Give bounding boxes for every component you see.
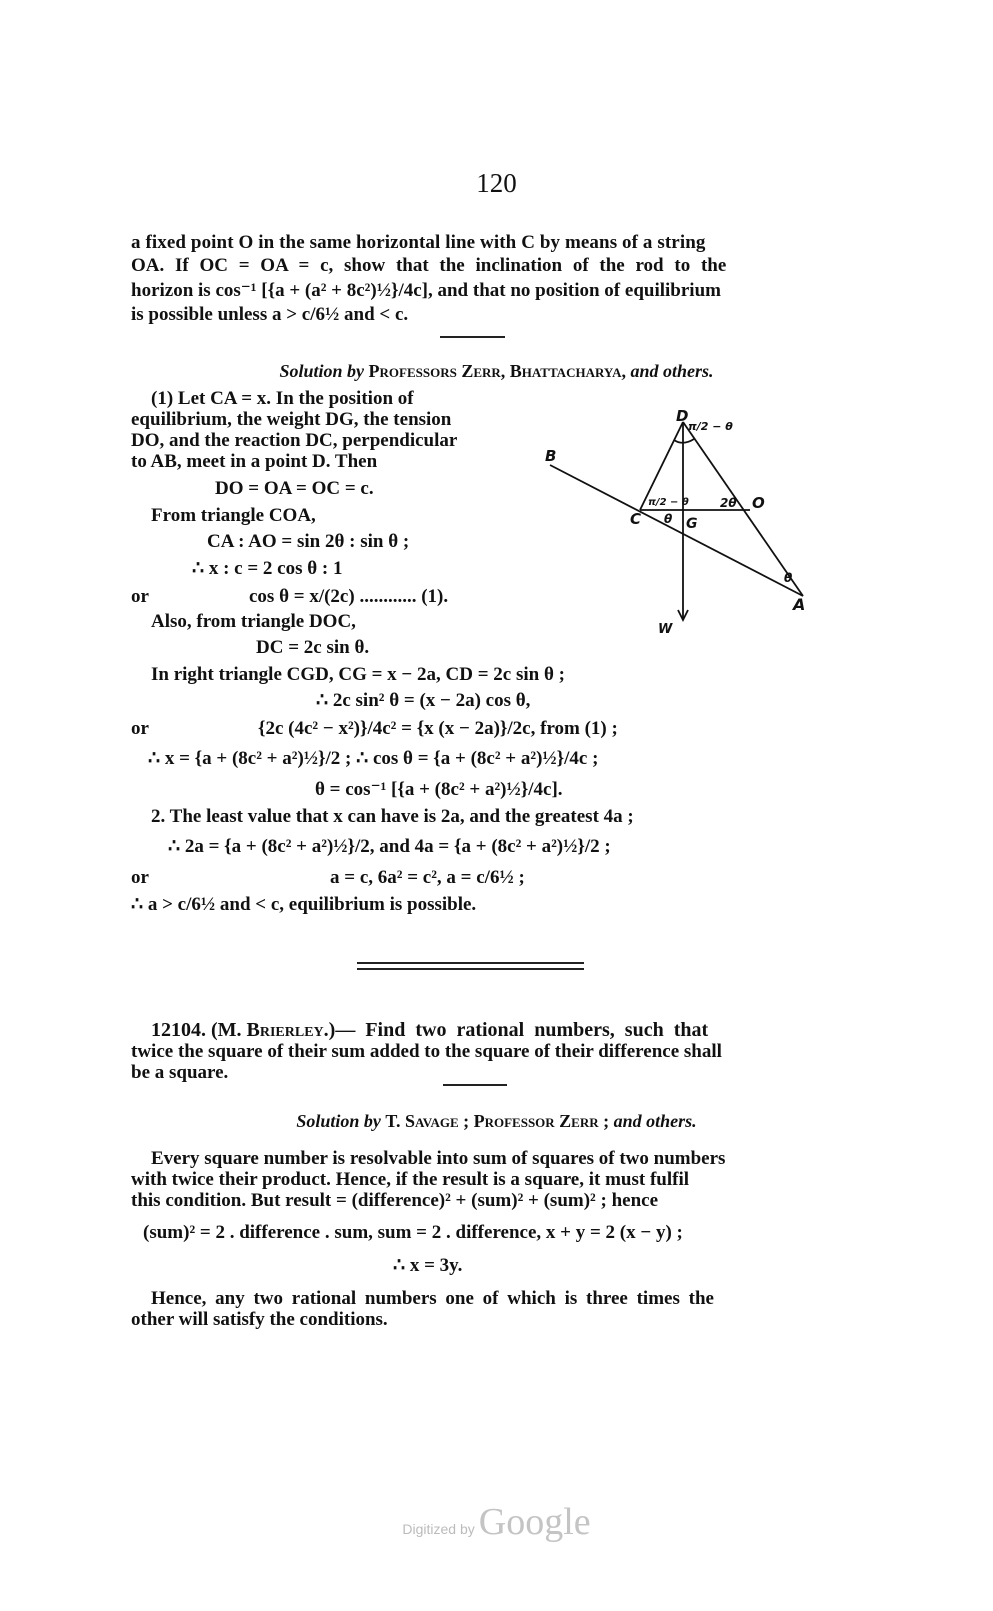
heading-suffix: and others.	[630, 361, 714, 381]
or-label-2: or	[131, 718, 149, 739]
sol-line-7: CA : AO = sin 2θ : sin θ ;	[207, 531, 410, 552]
intro-line-2: OA. If OC = OA = c, show that the inclination of the rod to the	[131, 255, 727, 276]
sol-line-5: DO = OA = OC = c.	[215, 478, 374, 499]
sol-line-4: to AB, meet in a point D. Then	[131, 451, 378, 472]
label-d: D	[676, 407, 689, 425]
page-number: 120	[476, 168, 517, 198]
sol-line-3: DO, and the reaction DC, perpendicular	[131, 430, 458, 451]
google-logo: Google	[478, 1501, 591, 1543]
conclusion-line: ∴ a > c/6½ and < c, equilibrium is possible.	[131, 894, 477, 915]
problem-author: (M. Brierley.)	[211, 1019, 336, 1041]
also-line: Also, from triangle DOC,	[151, 611, 356, 632]
label-c: C	[630, 510, 642, 528]
part2-line: 2. The least value that x can have is 2a, and the greatest 4a ;	[151, 806, 634, 827]
right-triangle-line: In right triangle CGD, CG = x − 2a, CD = 2c sin θ ;	[151, 664, 565, 685]
or-label-3: or	[131, 867, 149, 888]
sol-line-2: equilibrium, the weight DG, the tension	[131, 409, 452, 430]
label-b: B	[545, 447, 557, 465]
therefore-line: ∴ 2c sin² θ = (x − 2a) cos θ,	[316, 690, 531, 711]
line-doa	[683, 422, 803, 596]
para2-line-2: other will satisfy the conditions.	[131, 1309, 388, 1330]
label-angle-c: π/2 − θ	[648, 497, 689, 508]
problem-12104-line-1	[151, 1019, 708, 1041]
x-3y-equation: ∴ x = 3y.	[393, 1255, 463, 1276]
label-angle-o: 2θ	[720, 496, 737, 510]
watermark-prefix: Digitized by	[402, 1521, 475, 1537]
sol-line-1: (1) Let CA = x. In the position of	[151, 388, 414, 409]
geometry-diagram	[0, 0, 993, 650]
or-label-1: or	[131, 586, 149, 607]
heading-names: Professors Zerr, Bhattacharya,	[368, 361, 626, 381]
solution-heading-2	[0, 1110, 993, 1132]
heading-suffix: and others.	[613, 1111, 697, 1131]
label-angle-d: π/2 − θ	[688, 420, 733, 433]
theta-equation: θ = cos⁻¹ [{a + (8c² + a²)½}/4c].	[315, 779, 563, 800]
label-w: W	[658, 622, 673, 637]
para2-line-1: Hence, any two rational numbers one of which is three times the	[151, 1288, 714, 1309]
google-watermark	[0, 1500, 993, 1544]
angle-arc	[674, 439, 694, 443]
label-angle-a: θ	[784, 571, 793, 585]
label-g: G	[686, 516, 698, 532]
para1-line-1: Every square number is resolvable into sum of squares of two numbers	[151, 1148, 726, 1169]
double-rule-top	[357, 962, 584, 964]
or-equation-2: a = c, 6a² = c², a = c/6½ ;	[330, 867, 525, 888]
dc-line: DC = 2c sin θ.	[256, 637, 370, 658]
sol-line-8: ∴ x : c = 2 cos θ : 1	[192, 558, 343, 579]
sol-line-6: From triangle COA,	[151, 505, 316, 526]
heading-names: T. Savage ; Professor Zerr ;	[385, 1111, 610, 1131]
para1-line-3: this condition. But result = (difference)² + (sum)² + (sum)² ; hence	[131, 1190, 658, 1211]
intro-line-1: a fixed point O in the same horizontal line with C by means of a string	[131, 232, 706, 253]
label-a: A	[793, 595, 806, 614]
double-rule-bottom	[357, 968, 584, 970]
part2-equation: ∴ 2a = {a + (8c² + a²)½}/2, and 4a = {a + (8c² + a²)½}/2 ;	[168, 836, 611, 857]
equation-1: cos θ = x/(2c) ............ (1).	[249, 586, 449, 607]
label-o: O	[752, 494, 765, 512]
para1-line-2: with twice their product. Hence, if the result is a square, it must fulfil	[131, 1169, 690, 1190]
heading-prefix: Solution by	[279, 361, 365, 381]
problem-text-3: be a square.	[131, 1062, 229, 1083]
intro-line-4: is possible unless a > c/6½ and < c.	[131, 304, 409, 325]
rod-ab	[550, 465, 803, 596]
problem-number: 12104.	[151, 1019, 206, 1041]
heading-prefix: Solution by	[296, 1111, 381, 1131]
problem-text-2: twice the square of their sum added to the square of their difference shall	[131, 1041, 722, 1062]
or-equation: {2c (4c² − x²)}/4c² = {x (x − 2a)}/2c, from (1) ;	[258, 718, 618, 739]
divider-2	[443, 1084, 507, 1086]
x-equation: ∴ x = {a + (8c² + a²)½}/2 ; ∴ cos θ = {a + (8c² + a²)½}/4c ;	[148, 748, 599, 769]
intro-line-3: horizon is cos⁻¹ [{a + (a² + 8c²)½}/4c], and that no position of equilibrium	[131, 280, 721, 301]
problem-text-1: — Find two rational numbers, such that	[335, 1019, 709, 1041]
label-angle-cg: θ	[664, 512, 673, 526]
sum-equation: (sum)² = 2 . difference . sum, sum = 2 . difference, x + y = 2 (x − y) ;	[143, 1222, 683, 1243]
